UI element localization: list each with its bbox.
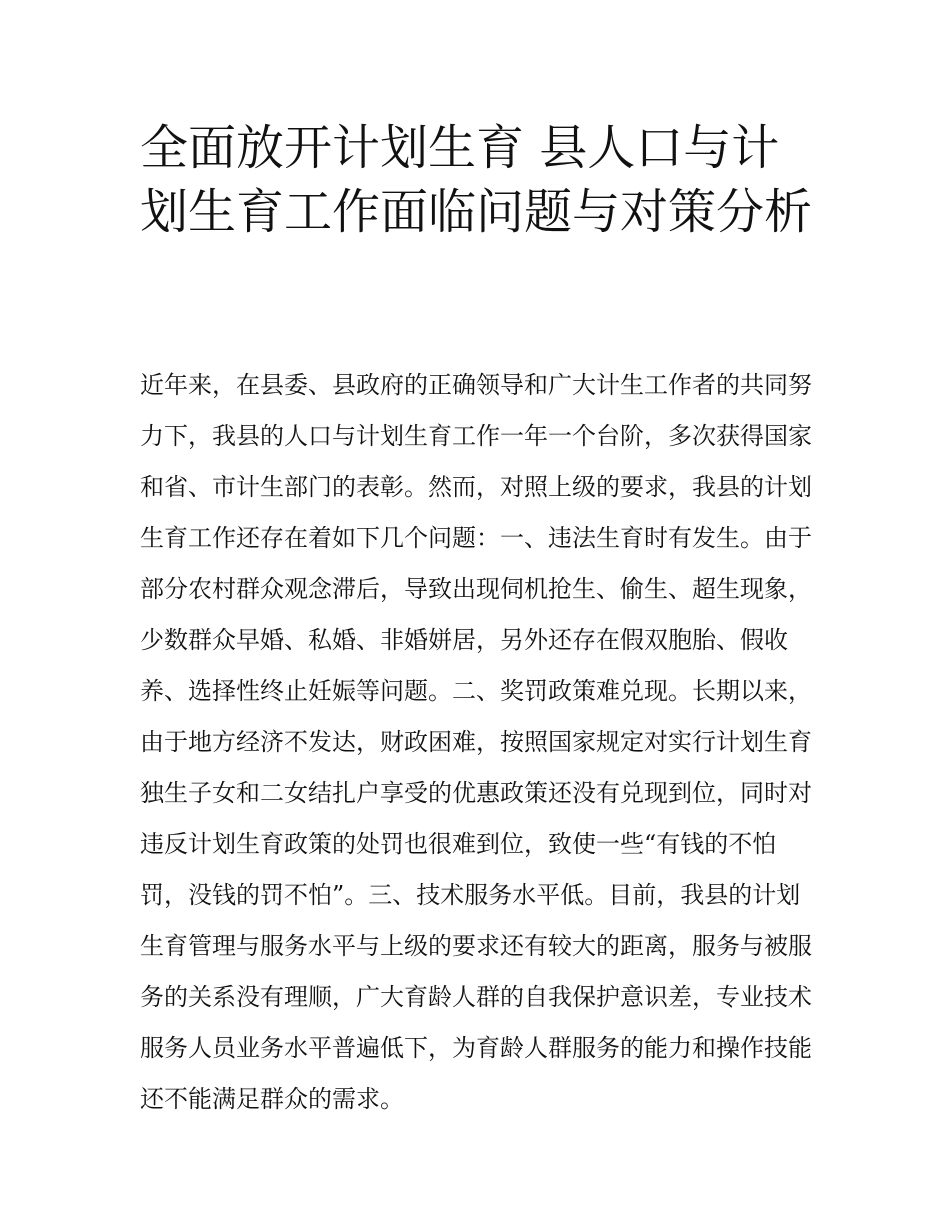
document-title: 全面放开计划生育 县人口与计划生育工作面临问题与对策分析	[140, 120, 813, 240]
document-body-paragraph: 近年来，在县委、县政府的正确领导和广大计生工作者的共同努力下，我县的人口与计划生育工作一年一个台阶，多次获得国家和省、市计生部门的表彰。然而，对照上级的要求，我县的计划生育工作还存在着如下几个问题：一、违法生育时有发生。由于部分农村群众观念滞后，导致出现伺机抢生、偷生、超生现象，少数群众早婚、私婚、非婚姘居，另外还存在假双胞胎、假收养、选择性终止妊娠等问题。二、奖罚政策难兑现。长期以来，由于地方经济不发达，财政困难，按照国家规定对实行计划生育独生子女和二女结扎户享受的优惠政策还没有兑现到位，同时对违反计划生育政策的处罚也很难到位，致使一些“有钱的不怕罚，没钱的罚不怕”。三、技术服务水平低。目前，我县的计划生育管理与服务水平与上级的要求还有较大的距离，服务与被服务的关系没有理顺，广大育龄人群的自我保护意识差，专业技术服务人员业务水平普遍低下，为育龄人群服务的能力和操作技能还不能满足群众的需求。	[140, 371, 812, 1113]
